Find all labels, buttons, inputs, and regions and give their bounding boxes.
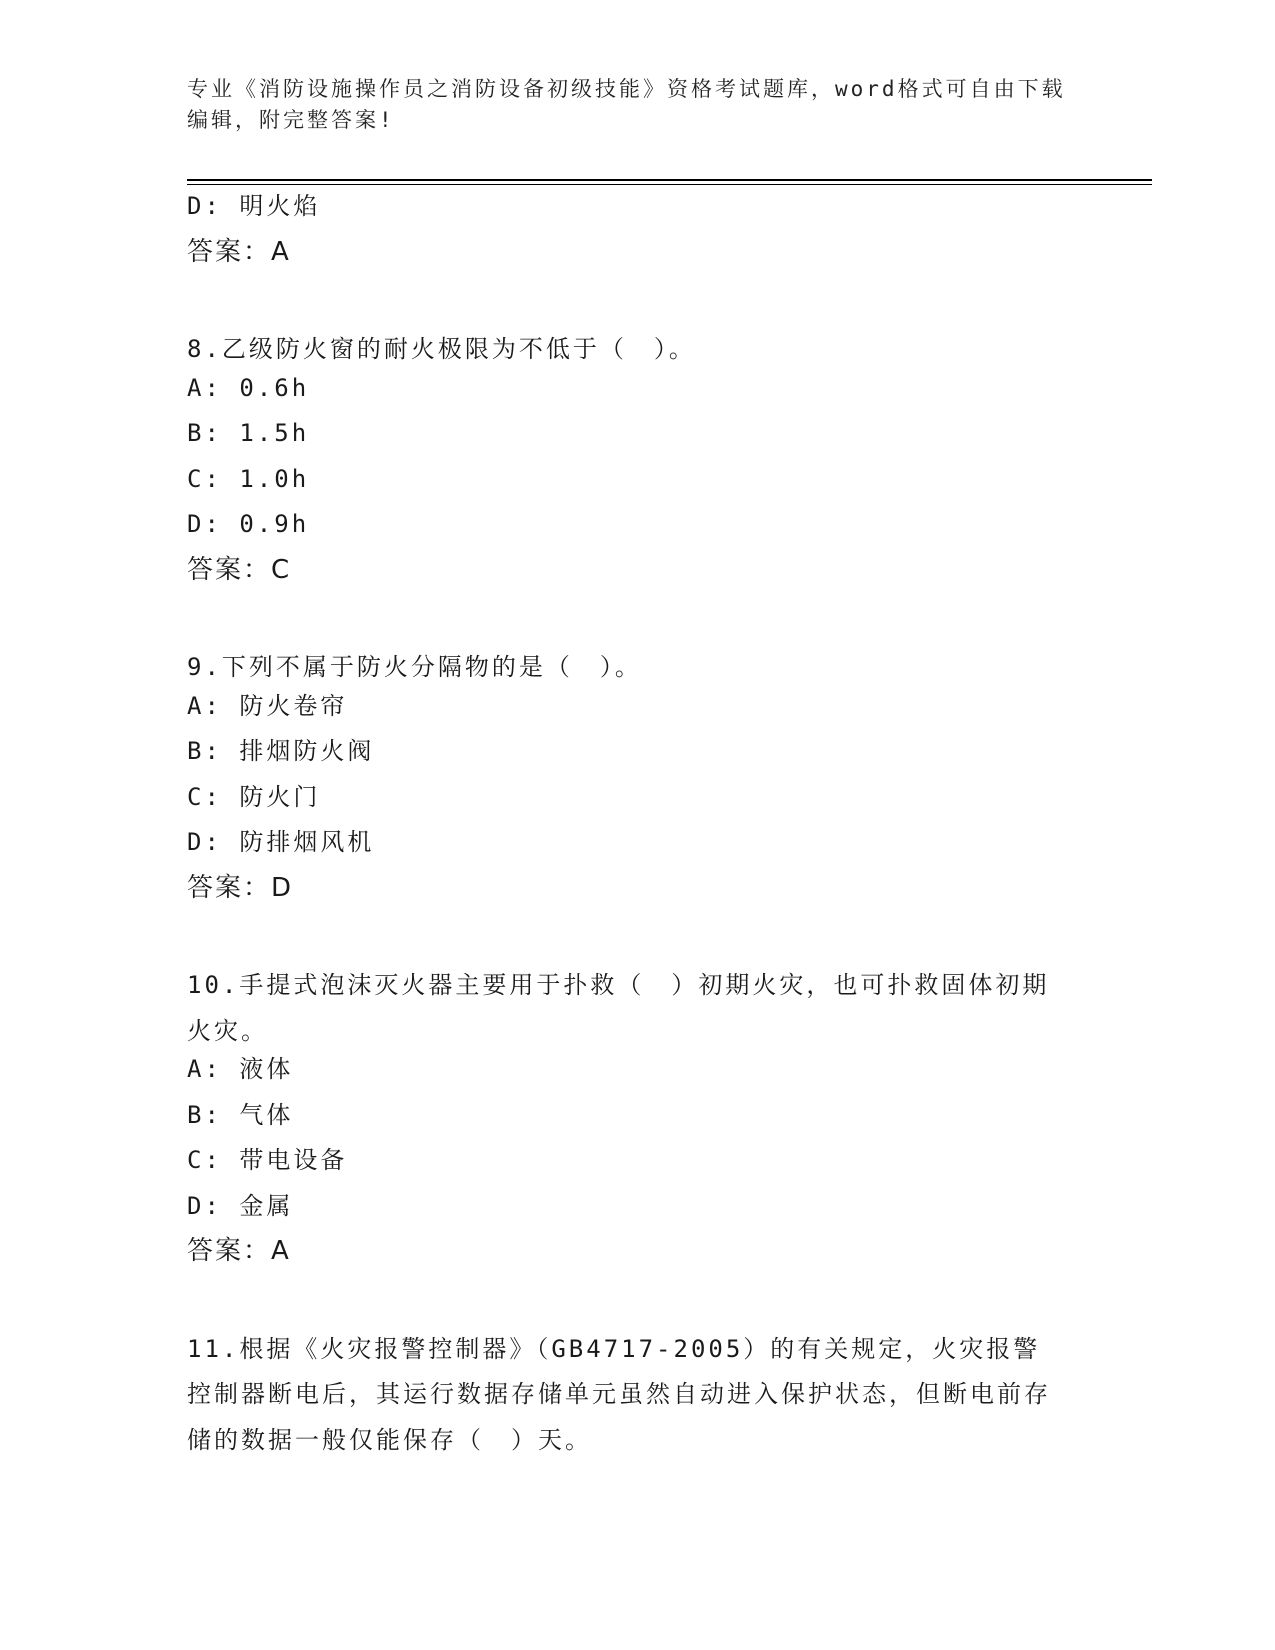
answer: 答案：D (187, 872, 294, 903)
spacer (187, 600, 1087, 645)
spacer (187, 282, 1087, 327)
answer: 答案：A (187, 236, 291, 267)
answer: 答案：C (187, 554, 292, 585)
question-8 (187, 327, 1087, 600)
option-b: B: 排烟防火阀 (187, 737, 375, 765)
question-list (187, 191, 1087, 1463)
option-a: A: 0.6h (187, 373, 310, 402)
document-header: 专业《消防设施操作员之消防设备初级技能》资格考试题库，word格式可自由下载编辑，附完整答案! (187, 77, 1066, 132)
header-rule-top (187, 179, 1152, 181)
option-c: C: 带电设备 (187, 1146, 348, 1174)
spacer (187, 1282, 1087, 1327)
question-text: 10.手提式泡沫灭火器主要用于扑救（ ）初期火灾，也可扑救固体初期火灾。 (187, 971, 1050, 1045)
answer: 答案：A (187, 1236, 291, 1266)
option-b: B: 1.5h (187, 419, 310, 447)
option-d: D: 0.9h (187, 510, 310, 538)
option-b: B: 气体 (187, 1100, 294, 1129)
question-text: 11.根据《火灾报警控制器》（GB4717-2005）的有关规定，火灾报警控制器断电后，其运行数据存储单元虽然自动进入保护状态，但断电前存储的数据一般仅能保存（ ）天。 (187, 1334, 1051, 1454)
question-11 (187, 1327, 1087, 1464)
option-d: D: 防排烟风机 (187, 828, 375, 856)
option-c: C: 1.0h (187, 464, 310, 493)
question-text: 8.乙级防火窗的耐火极限为不低于（ ）。 (187, 335, 696, 363)
question-10 (187, 963, 1087, 1282)
option-a: A: 液体 (187, 1055, 294, 1083)
question-9 (187, 645, 1087, 918)
option-d: D: 明火焰 (187, 192, 321, 220)
option-c: C: 防火门 (187, 782, 321, 811)
spacer (187, 918, 1087, 963)
option-d: D: 金属 (187, 1191, 294, 1220)
question-text: 9.下列不属于防火分隔物的是（ ）。 (187, 653, 642, 681)
option-a: A: 防火卷帘 (187, 691, 348, 720)
header-rule-bottom (187, 184, 1152, 185)
